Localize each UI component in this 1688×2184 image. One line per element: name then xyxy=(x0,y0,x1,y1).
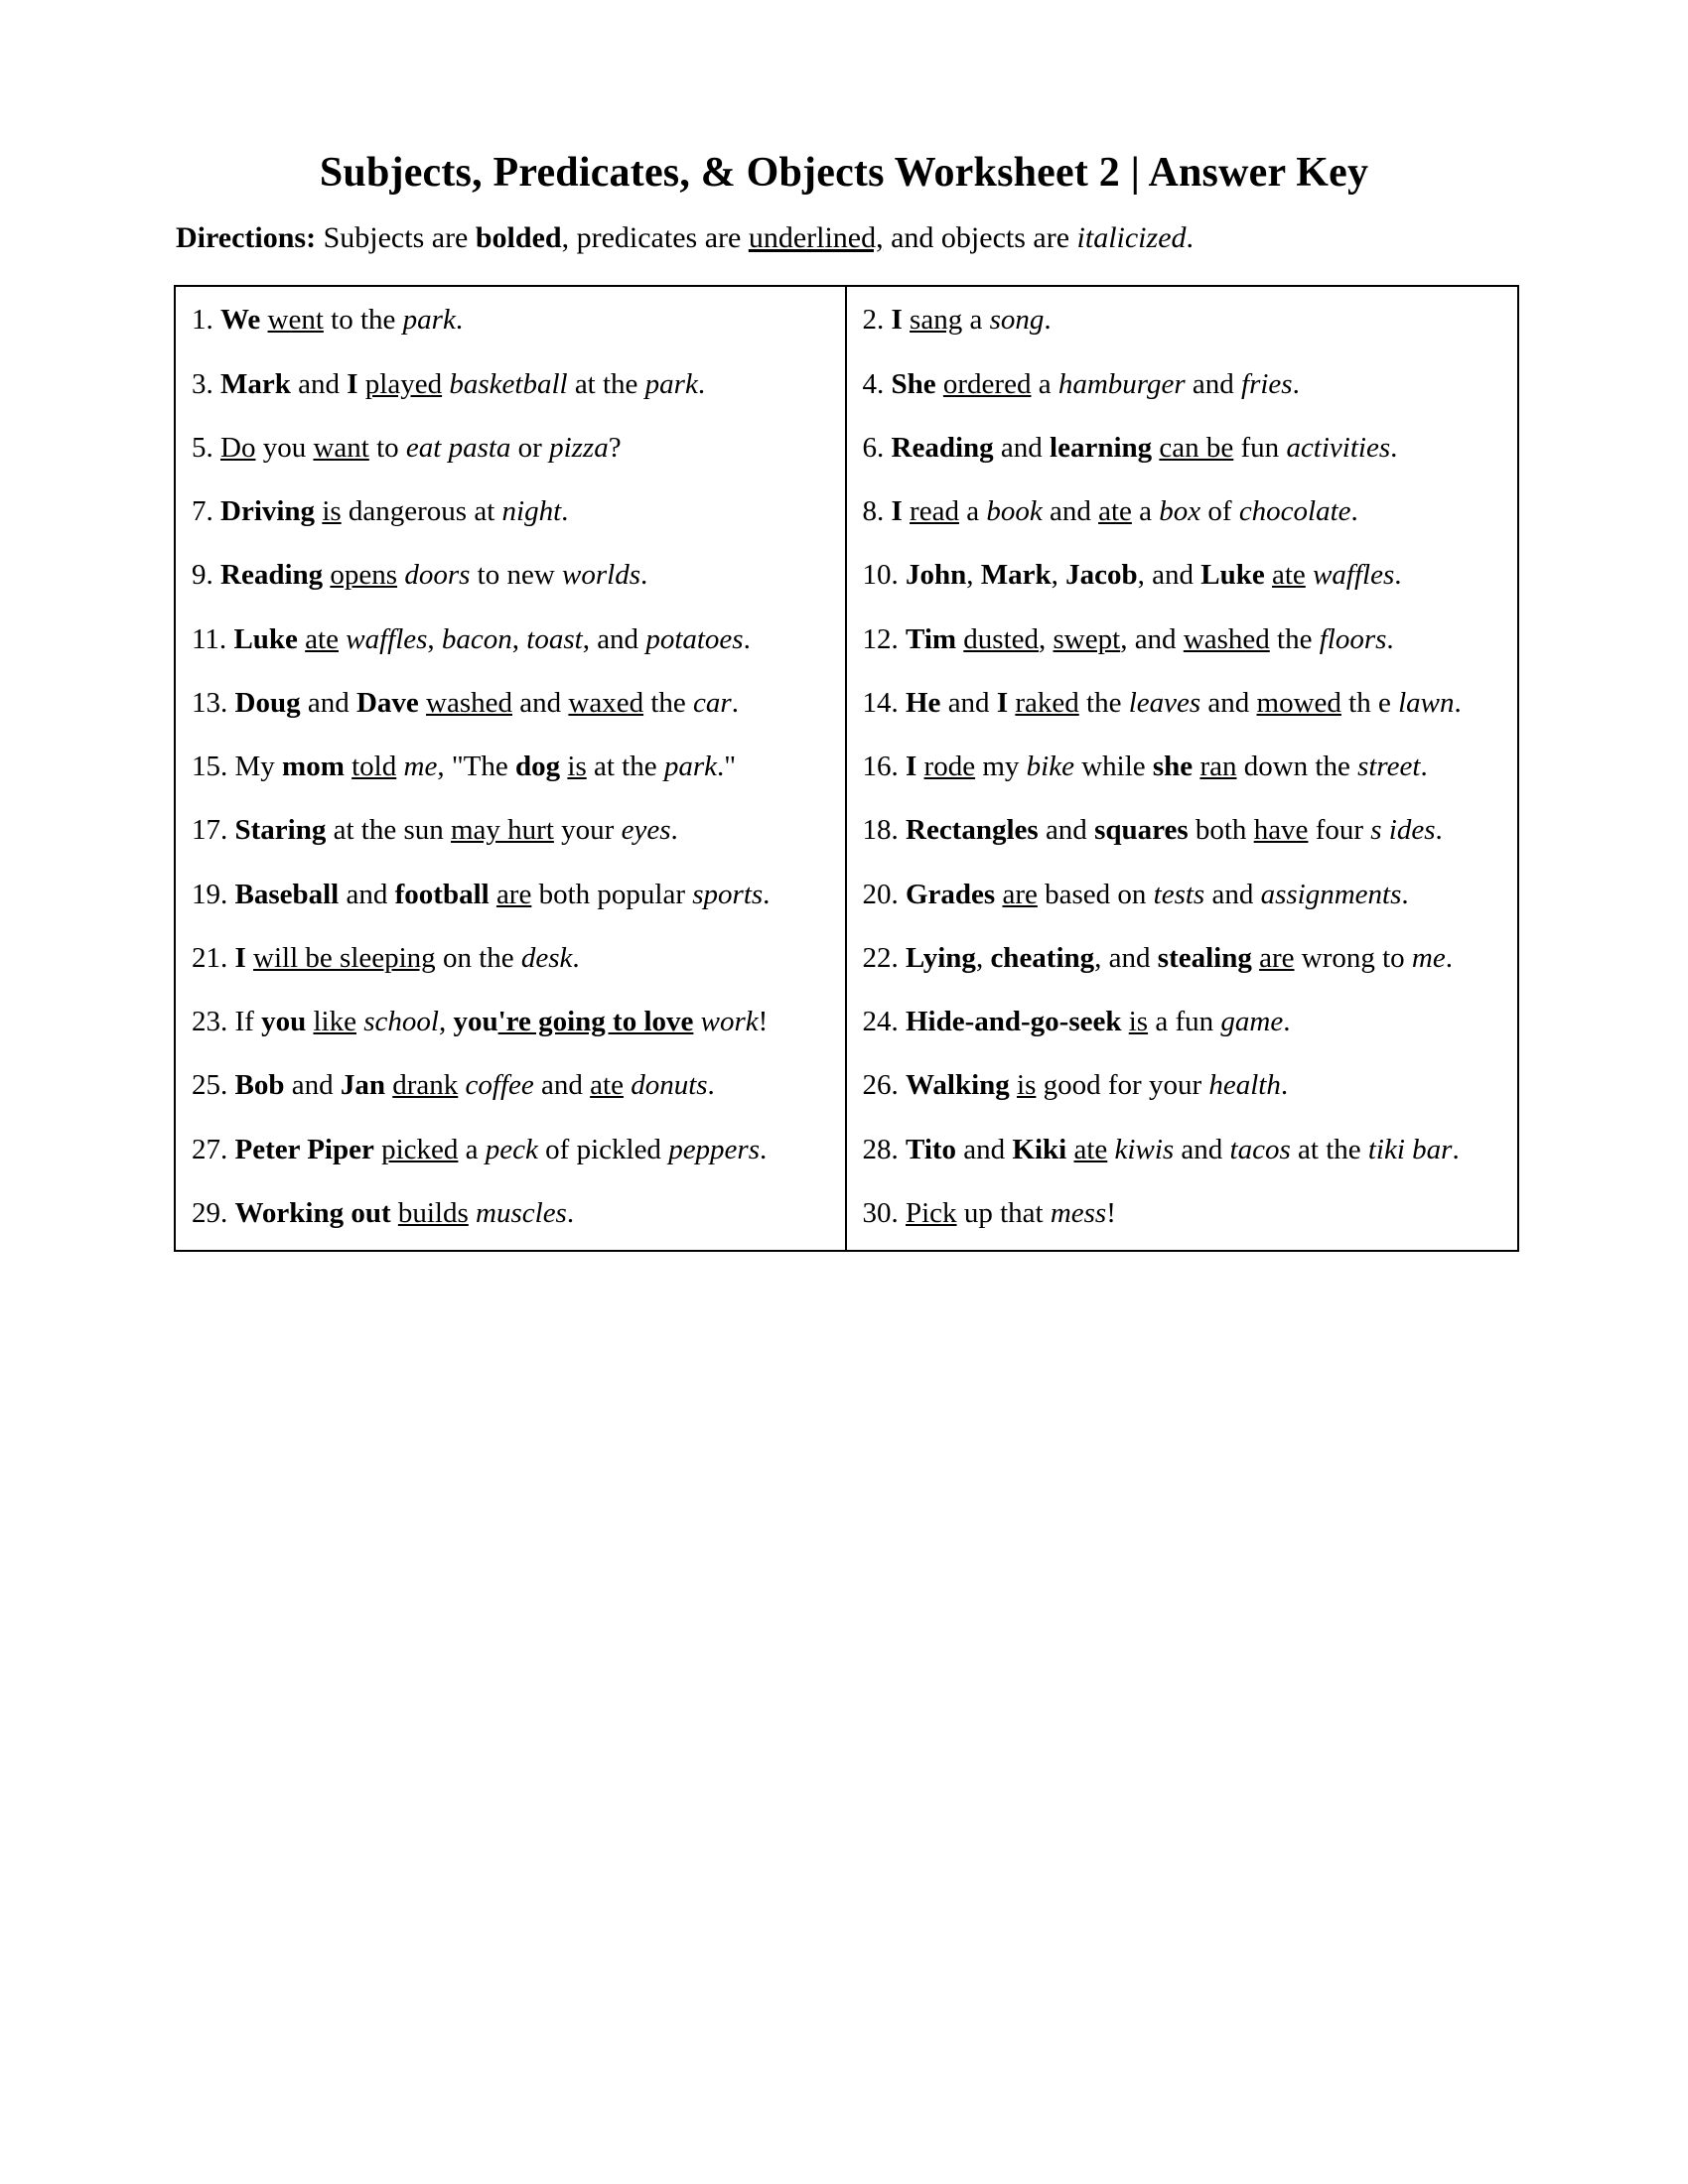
answer-number: 9. xyxy=(192,559,213,592)
answer-text: Peter Piper picked a peck of pickled peppers. xyxy=(234,1133,768,1165)
answer-item xyxy=(863,876,1502,913)
answer-number: 8. xyxy=(862,495,885,528)
answer-number: 17. xyxy=(192,814,228,847)
answer-number: 12. xyxy=(862,622,899,655)
answer-number: 6. xyxy=(862,431,885,464)
answer-item xyxy=(192,1066,829,1104)
answer-text: My mom told me, "The dog is at the park." xyxy=(227,751,737,783)
answer-number: 24. xyxy=(862,1006,899,1038)
answer-text: Driving is dangerous at night. xyxy=(220,495,569,528)
answer-text: Lying, cheating, and stealing are wrong to me. xyxy=(906,941,1453,974)
answer-text: Reading and learning can be fun activities. xyxy=(891,431,1398,464)
answer-item xyxy=(863,429,1502,467)
answer-item xyxy=(192,301,829,339)
answer-text: Working out builds muscles. xyxy=(234,1197,575,1230)
answer-number: 13. xyxy=(192,686,228,719)
answers-column-right xyxy=(847,287,1518,1250)
answer-item xyxy=(863,1131,1502,1168)
answer-item xyxy=(192,429,829,467)
answer-number: 10. xyxy=(862,559,899,592)
answer-number: 20. xyxy=(862,878,899,910)
directions-text-1: Subjects are xyxy=(316,221,476,255)
answers-table xyxy=(174,285,1519,1252)
answer-item xyxy=(192,748,829,785)
answer-number: 16. xyxy=(862,751,899,783)
answer-number: 14. xyxy=(862,686,899,719)
answer-number: 23. xyxy=(192,1006,228,1038)
answer-item xyxy=(863,1066,1502,1104)
answer-text: Bob and Jan drank coffee and ate donuts. xyxy=(234,1069,715,1102)
answer-text: Rectangles and squares both have four s ides. xyxy=(906,814,1443,847)
answer-item xyxy=(192,939,829,977)
answer-number: 19. xyxy=(192,878,228,910)
answer-number: 18. xyxy=(862,814,899,847)
answer-text: I will be sleeping on the desk. xyxy=(234,941,580,974)
answer-number: 26. xyxy=(862,1069,899,1102)
answer-item xyxy=(863,684,1502,722)
answer-item xyxy=(863,1194,1502,1232)
answer-text: I sang a song. xyxy=(891,304,1052,337)
answer-text: John, Mark, Jacob, and Luke ate waffles. xyxy=(906,559,1402,592)
answer-number: 30. xyxy=(862,1197,899,1230)
answer-text: Pick up that mess! xyxy=(906,1197,1116,1230)
directions-line xyxy=(176,218,1514,257)
answer-item xyxy=(192,1194,829,1232)
answer-item xyxy=(192,811,829,849)
answer-item xyxy=(192,620,829,658)
answer-text: Tito and Kiki ate kiwis and tacos at the tiki bar. xyxy=(906,1133,1460,1165)
answer-item xyxy=(192,1003,829,1040)
answer-text: Luke ate waffles, bacon, toast, and potatoes. xyxy=(233,622,751,655)
answer-text: He and I raked the leaves and mowed th e lawn. xyxy=(906,686,1462,719)
directions-text-3: and objects are xyxy=(883,221,1077,255)
directions-bolded-word: bolded xyxy=(475,221,562,255)
answer-text: Mark and I played basketball at the park. xyxy=(220,367,706,400)
answer-text: If you like school, you're going to love work! xyxy=(227,1006,769,1038)
answer-item xyxy=(192,684,829,722)
answer-item xyxy=(192,1131,829,1168)
answer-item xyxy=(863,365,1502,403)
answer-text: I rode my bike while she ran down the street. xyxy=(906,751,1428,783)
directions-italicized-word: italicized xyxy=(1076,221,1187,255)
answer-item xyxy=(863,1003,1502,1040)
answer-item xyxy=(192,876,829,913)
answer-text: Do you want to eat pasta or pizza? xyxy=(220,431,622,464)
answer-number: 22. xyxy=(862,941,899,974)
directions-label: Directions: xyxy=(176,221,317,255)
answer-item xyxy=(863,620,1502,658)
answer-item xyxy=(863,492,1502,530)
answer-text: Baseball and football are both popular sports. xyxy=(234,878,771,910)
answer-text: Walking is good for your health. xyxy=(906,1069,1289,1102)
directions-text-2: , predicates are xyxy=(561,221,749,255)
answer-text: Grades are based on tests and assignments. xyxy=(906,878,1409,910)
answer-number: 5. xyxy=(192,431,213,464)
answer-text: She ordered a hamburger and fries. xyxy=(891,367,1300,400)
answer-item xyxy=(192,492,829,530)
answer-number: 3. xyxy=(192,367,213,400)
page-title: Subjects, Predicates, & Objects Worksheet 2 | Answer Key xyxy=(319,150,1369,196)
answer-number: 2. xyxy=(862,304,885,337)
answer-number: 21. xyxy=(192,941,228,974)
answer-text: I read a book and ate a box of chocolate. xyxy=(891,495,1358,528)
answer-number: 11. xyxy=(192,622,227,655)
answer-number: 28. xyxy=(862,1133,899,1165)
answer-item xyxy=(192,365,829,403)
answer-item xyxy=(863,556,1502,594)
answer-text: Staring at the sun may hurt your eyes. xyxy=(234,814,678,847)
answer-number: 1. xyxy=(192,304,213,337)
answer-text: Doug and Dave washed and waxed the car. xyxy=(234,686,739,719)
answer-number: 4. xyxy=(862,367,885,400)
answer-number: 25. xyxy=(192,1069,228,1102)
answer-text: Reading opens doors to new worlds. xyxy=(220,559,648,592)
answers-column-left xyxy=(176,287,847,1250)
answer-item xyxy=(863,811,1502,849)
answer-number: 27. xyxy=(192,1133,228,1165)
directions-underlined-word: underlined, xyxy=(748,221,884,255)
answer-item xyxy=(192,556,829,594)
answer-item xyxy=(863,301,1502,339)
answer-text: We went to the park. xyxy=(220,304,464,337)
answer-item xyxy=(863,748,1502,785)
answer-text: Hide-and-go-seek is a fun game. xyxy=(906,1006,1291,1038)
answer-item xyxy=(863,939,1502,977)
answer-number: 7. xyxy=(192,495,213,528)
answer-number: 29. xyxy=(192,1197,228,1230)
answer-text: Tim dusted, swept, and washed the floors. xyxy=(906,622,1394,655)
directions-text-4: . xyxy=(1186,221,1195,255)
answer-number: 15. xyxy=(192,751,228,783)
